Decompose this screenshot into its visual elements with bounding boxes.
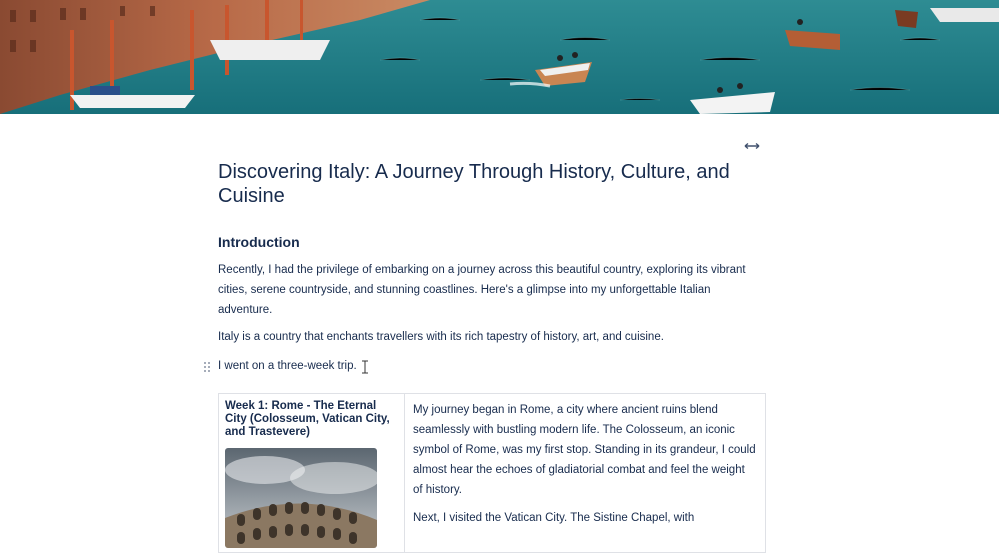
text-cursor-icon (361, 360, 369, 374)
intro-paragraph-3[interactable]: I went on a three-week trip. (218, 360, 357, 372)
cover-image (0, 0, 999, 114)
table-cell-week1-left[interactable] (219, 394, 405, 552)
intro-paragraph-1[interactable]: Recently, I had the privilege of embarking on a journey across this beautiful country, exploring its vibrant cities, serene countryside, and stunning coastlines. Here's a glimpse into my unforgettable Italian adventure. (218, 264, 746, 316)
week1-paragraph-2[interactable]: Next, I visited the Vatican City. The Sistine Chapel, with (413, 512, 695, 524)
itinerary-table[interactable] (218, 393, 766, 553)
intro-paragraph-2[interactable]: Italy is a country that enchants travellers with its rich tapestry of history, art, and cuisine. (218, 331, 664, 343)
week1-heading[interactable]: Week 1: Rome - The Eternal City (Colosseum, Vatican City, and Trastevere) (225, 400, 390, 438)
introduction-heading[interactable]: Introduction (218, 234, 300, 250)
colosseum-image[interactable] (225, 448, 377, 548)
expand-width-icon[interactable] (742, 138, 762, 154)
week1-paragraph-1[interactable]: My journey began in Rome, a city where ancient ruins blend seamlessly with bustling modern life. The Colosseum, an iconic symbol of Rome, was my first stop. Standing in its grandeur, I could almost hear the echoes of gladiatorial combat and feel the weight of history. (413, 404, 756, 496)
venice-canal-illustration (0, 0, 999, 114)
page-title[interactable]: Discovering Italy: A Journey Through History, Culture, and Cuisine (218, 161, 730, 207)
drag-handle-icon[interactable] (203, 360, 211, 372)
table-cell-week1-right[interactable] (405, 394, 765, 552)
